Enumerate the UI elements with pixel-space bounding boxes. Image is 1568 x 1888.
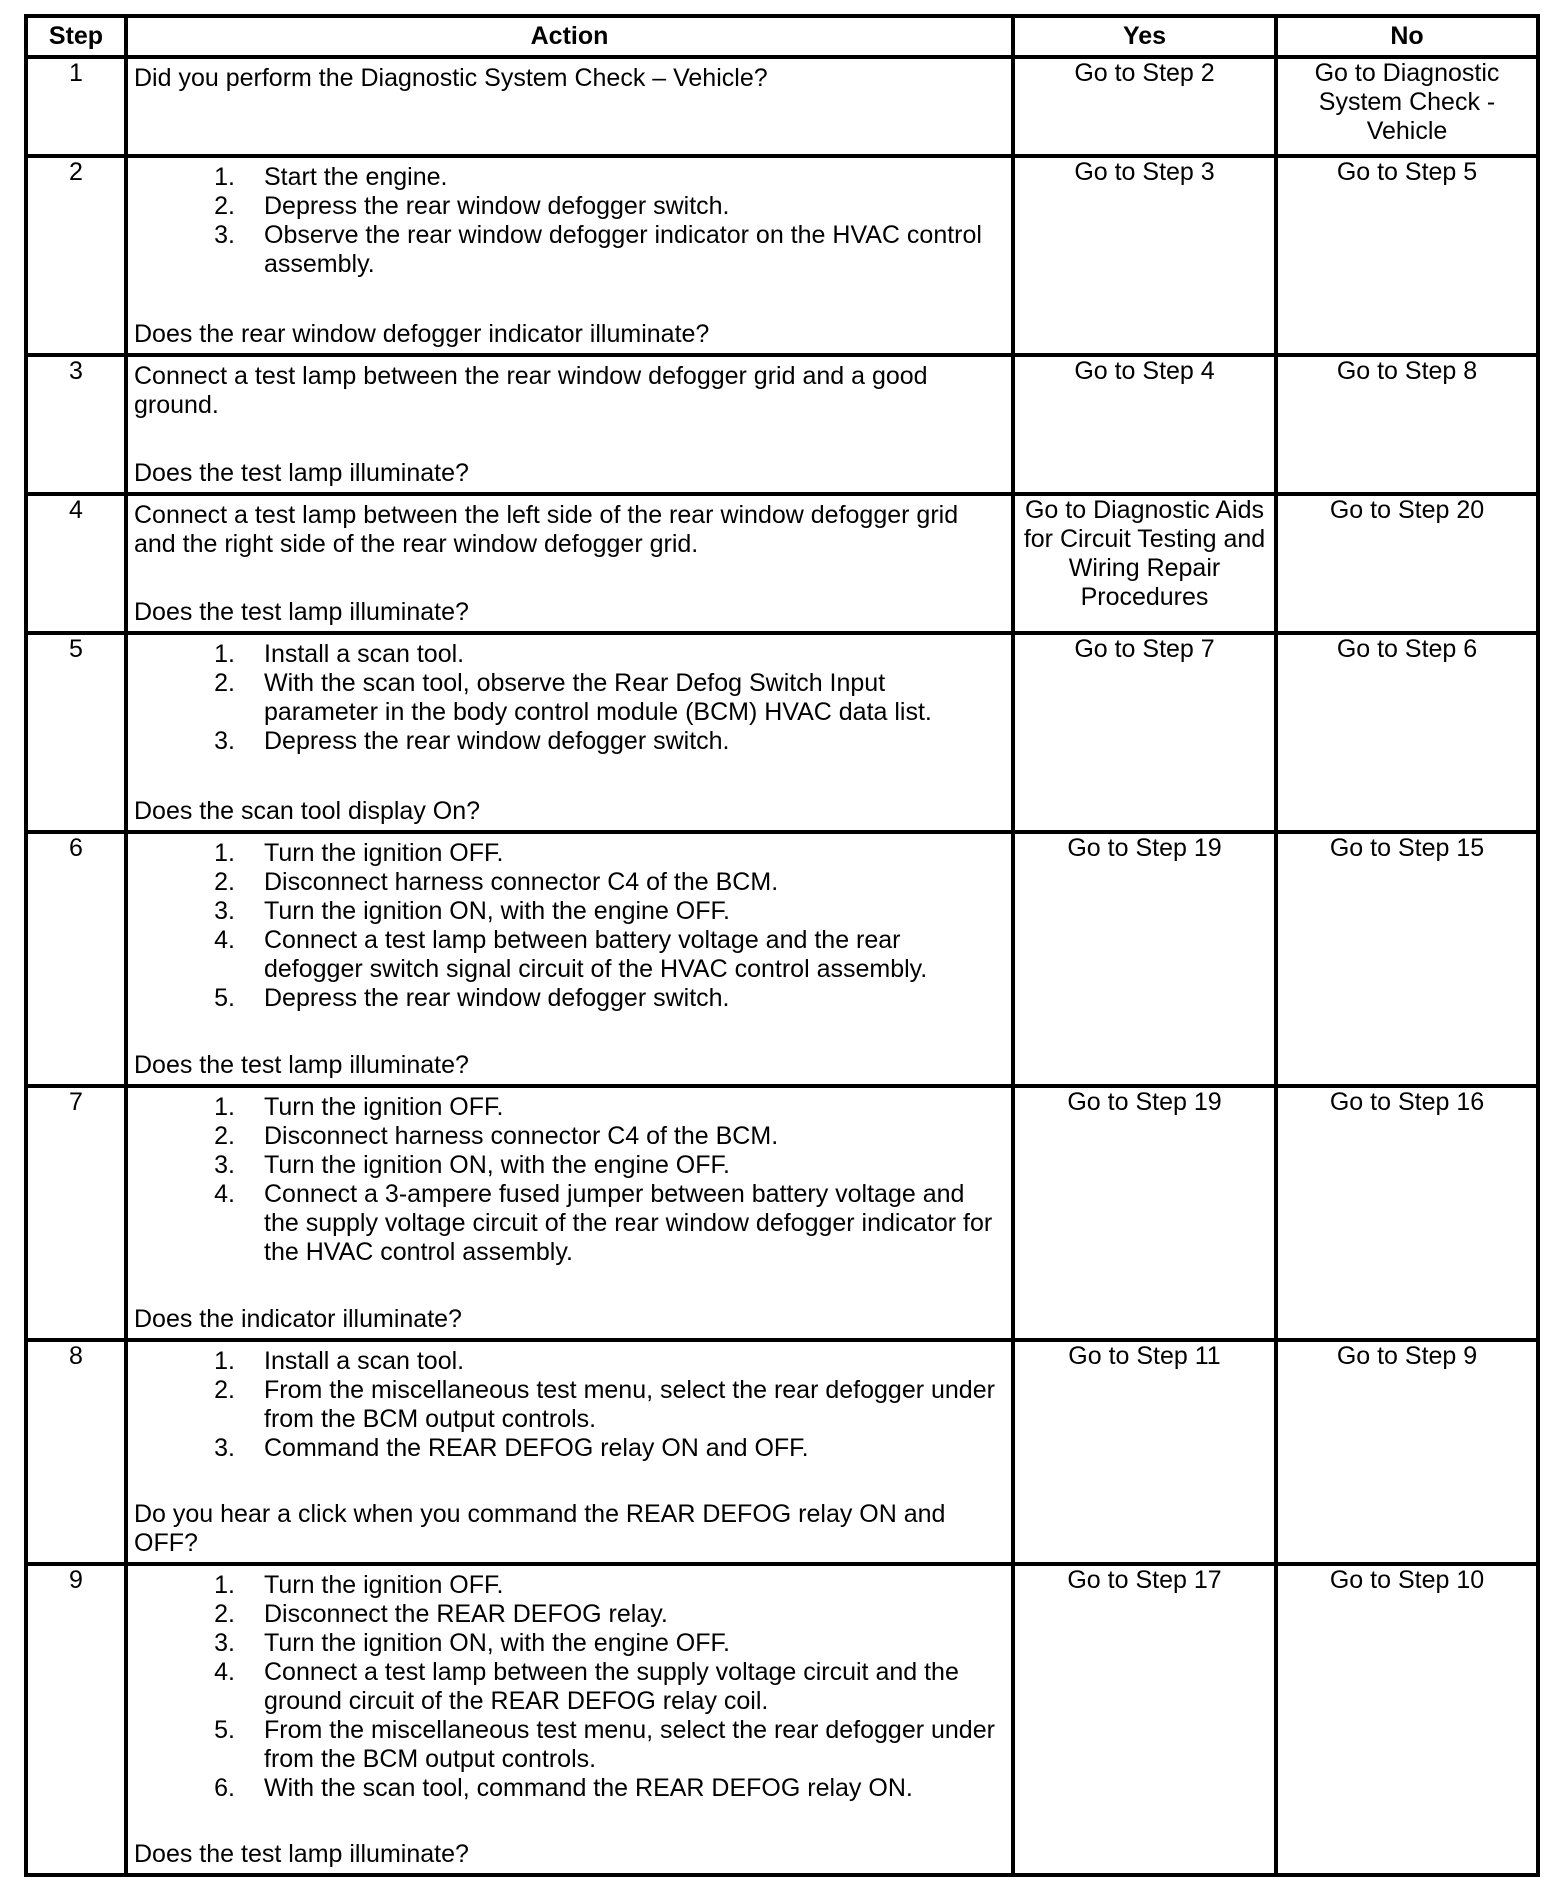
action-steps-list <box>134 1347 1005 1463</box>
step-number: 4 <box>26 494 126 633</box>
action-text: Did you perform the Diagnostic System Check – Vehicle? <box>134 64 768 92</box>
action-question: Does the test lamp illuminate? <box>134 598 469 626</box>
step-number: 8 <box>26 1340 126 1564</box>
action-cell <box>126 832 1013 1086</box>
list-item-number: 3. <box>214 897 235 925</box>
list-item <box>134 163 1005 192</box>
action-cell <box>126 156 1013 355</box>
yes-result: Go to Step 3 <box>1013 156 1276 355</box>
list-item <box>134 1716 1005 1774</box>
no-result: Go to Diagnostic System Check - Vehicle <box>1276 57 1538 156</box>
list-item <box>134 1151 1005 1180</box>
action-question: Does the test lamp illuminate? <box>134 459 469 487</box>
list-item <box>134 1180 1005 1267</box>
header-step: Step <box>26 16 126 57</box>
list-item <box>134 669 1005 727</box>
list-item-text: Depress the rear window defogger switch. <box>264 984 730 1012</box>
table-row <box>26 1340 1538 1564</box>
list-item-number: 4. <box>214 1180 235 1208</box>
list-item <box>134 1571 1005 1600</box>
step-number: 2 <box>26 156 126 355</box>
list-item-text: With the scan tool, observe the Rear Defog Switch Input parameter in the body control module (BCM) HVAC data list. <box>264 669 932 726</box>
list-item-number: 3. <box>214 221 235 249</box>
step-number: 7 <box>26 1086 126 1340</box>
list-item-number: 1. <box>214 1093 235 1121</box>
action-cell <box>126 494 1013 633</box>
list-item-text: Connect a 3-ampere fused jumper between battery voltage and the supply voltage circuit of the rear window defogger indicator for the HVAC control assembly. <box>264 1180 993 1266</box>
action-question: Do you hear a click when you command the REAR DEFOG relay ON and OFF? <box>134 1500 946 1557</box>
no-result: Go to Step 16 <box>1276 1086 1538 1340</box>
list-item-number: 6. <box>214 1774 235 1802</box>
list-item-text: Observe the rear window defogger indicator on the HVAC control assembly. <box>264 221 982 278</box>
list-item-number: 1. <box>214 1571 235 1599</box>
step-number: 1 <box>26 57 126 156</box>
list-item-text: Disconnect the REAR DEFOG relay. <box>264 1600 668 1628</box>
action-cell <box>126 57 1013 156</box>
list-item <box>134 727 1005 756</box>
list-item-number: 1. <box>214 640 235 668</box>
yes-result: Go to Step 19 <box>1013 832 1276 1086</box>
list-item <box>134 839 1005 868</box>
diagnostic-table <box>24 14 1540 1877</box>
yes-result: Go to Step 4 <box>1013 355 1276 494</box>
list-item-text: Depress the rear window defogger switch. <box>264 192 730 220</box>
action-cell <box>126 1340 1013 1564</box>
list-item-text: Depress the rear window defogger switch. <box>264 727 730 755</box>
list-item-number: 1. <box>214 1347 235 1375</box>
list-item <box>134 984 1005 1013</box>
action-steps-list <box>134 640 1005 756</box>
table-row <box>26 156 1538 355</box>
list-item-text: Disconnect harness connector C4 of the BCM. <box>264 1122 779 1150</box>
list-item-text: Turn the ignition OFF. <box>264 1571 504 1599</box>
table-row <box>26 57 1538 156</box>
yes-result: Go to Diagnostic Aids for Circuit Testing and Wiring Repair Procedures <box>1013 494 1276 633</box>
list-item <box>134 1774 1005 1803</box>
list-item <box>134 1600 1005 1629</box>
list-item-text: Install a scan tool. <box>264 640 465 668</box>
list-item <box>134 926 1005 984</box>
list-item-number: 1. <box>214 163 235 191</box>
action-question: Does the test lamp illuminate? <box>134 1840 469 1868</box>
header-action: Action <box>126 16 1013 57</box>
table-row <box>26 832 1538 1086</box>
list-item <box>134 1376 1005 1434</box>
action-steps-list <box>134 1571 1005 1803</box>
action-steps-list <box>134 839 1005 1013</box>
list-item-number: 3. <box>214 1151 235 1179</box>
list-item-text: Connect a test lamp between battery voltage and the rear defogger switch signal circuit of the HVAC control assembly. <box>264 926 928 983</box>
table-row <box>26 1086 1538 1340</box>
yes-result: Go to Step 2 <box>1013 57 1276 156</box>
list-item-text: Turn the ignition ON, with the engine OFF. <box>264 1629 730 1657</box>
action-question: Does the rear window defogger indicator illuminate? <box>134 320 710 348</box>
header-no: No <box>1276 16 1538 57</box>
yes-result: Go to Step 11 <box>1013 1340 1276 1564</box>
list-item-text: Turn the ignition ON, with the engine OFF. <box>264 1151 730 1179</box>
action-text: Connect a test lamp between the rear window defogger grid and a good ground. <box>134 362 928 419</box>
list-item <box>134 640 1005 669</box>
list-item-text: Turn the ignition OFF. <box>264 839 504 867</box>
no-result: Go to Step 10 <box>1276 1564 1538 1875</box>
list-item <box>134 192 1005 221</box>
no-result: Go to Step 8 <box>1276 355 1538 494</box>
list-item <box>134 1629 1005 1658</box>
list-item <box>134 221 1005 279</box>
action-cell <box>126 1086 1013 1340</box>
no-result: Go to Step 6 <box>1276 633 1538 832</box>
yes-result: Go to Step 19 <box>1013 1086 1276 1340</box>
list-item-number: 2. <box>214 1376 235 1404</box>
list-item <box>134 1093 1005 1122</box>
action-cell <box>126 633 1013 832</box>
list-item <box>134 1658 1005 1716</box>
list-item <box>134 1122 1005 1151</box>
header-row <box>26 16 1538 57</box>
step-number: 5 <box>26 633 126 832</box>
list-item-text: With the scan tool, command the REAR DEFOG relay ON. <box>264 1774 913 1802</box>
list-item-text: From the miscellaneous test menu, select the rear defogger under from the BCM output controls. <box>264 1376 995 1433</box>
table-row <box>26 633 1538 832</box>
step-number: 6 <box>26 832 126 1086</box>
step-number: 3 <box>26 355 126 494</box>
list-item-number: 2. <box>214 1122 235 1150</box>
header-yes: Yes <box>1013 16 1276 57</box>
list-item-number: 4. <box>214 926 235 954</box>
list-item-text: Install a scan tool. <box>264 1347 465 1375</box>
action-question: Does the scan tool display On? <box>134 797 481 825</box>
list-item-number: 2. <box>214 192 235 220</box>
action-steps-list <box>134 163 1005 279</box>
list-item-number: 3. <box>214 1434 235 1462</box>
list-item-number: 2. <box>214 669 235 697</box>
table-row <box>26 355 1538 494</box>
list-item <box>134 897 1005 926</box>
list-item-text: Connect a test lamp between the supply voltage circuit and the ground circuit of the REAR DEFOG relay coil. <box>264 1658 959 1715</box>
list-item-text: Start the engine. <box>264 163 448 191</box>
list-item-text: Turn the ignition ON, with the engine OFF. <box>264 897 730 925</box>
list-item <box>134 1347 1005 1376</box>
yes-result: Go to Step 17 <box>1013 1564 1276 1875</box>
list-item-number: 2. <box>214 1600 235 1628</box>
action-cell <box>126 355 1013 494</box>
action-cell <box>126 1564 1013 1875</box>
no-result: Go to Step 5 <box>1276 156 1538 355</box>
list-item-text: Turn the ignition OFF. <box>264 1093 504 1121</box>
action-question: Does the indicator illuminate? <box>134 1305 462 1333</box>
action-question: Does the test lamp illuminate? <box>134 1051 469 1079</box>
list-item-number: 2. <box>214 868 235 896</box>
no-result: Go to Step 20 <box>1276 494 1538 633</box>
list-item-number: 5. <box>214 984 235 1012</box>
list-item-number: 1. <box>214 839 235 867</box>
list-item-text: Disconnect harness connector C4 of the BCM. <box>264 868 779 896</box>
list-item-text: Command the REAR DEFOG relay ON and OFF. <box>264 1434 809 1462</box>
no-result: Go to Step 9 <box>1276 1340 1538 1564</box>
list-item-number: 5. <box>214 1716 235 1744</box>
list-item-text: From the miscellaneous test menu, select the rear defogger under from the BCM output controls. <box>264 1716 995 1773</box>
list-item-number: 3. <box>214 1629 235 1657</box>
list-item <box>134 868 1005 897</box>
table-row <box>26 1564 1538 1875</box>
step-number: 9 <box>26 1564 126 1875</box>
action-steps-list <box>134 1093 1005 1267</box>
no-result: Go to Step 15 <box>1276 832 1538 1086</box>
list-item-number: 4. <box>214 1658 235 1686</box>
list-item <box>134 1434 1005 1463</box>
table-row <box>26 494 1538 633</box>
list-item-number: 3. <box>214 727 235 755</box>
action-text: Connect a test lamp between the left side of the rear window defogger grid and the right side of the rear window defogger grid. <box>134 501 959 558</box>
yes-result: Go to Step 7 <box>1013 633 1276 832</box>
